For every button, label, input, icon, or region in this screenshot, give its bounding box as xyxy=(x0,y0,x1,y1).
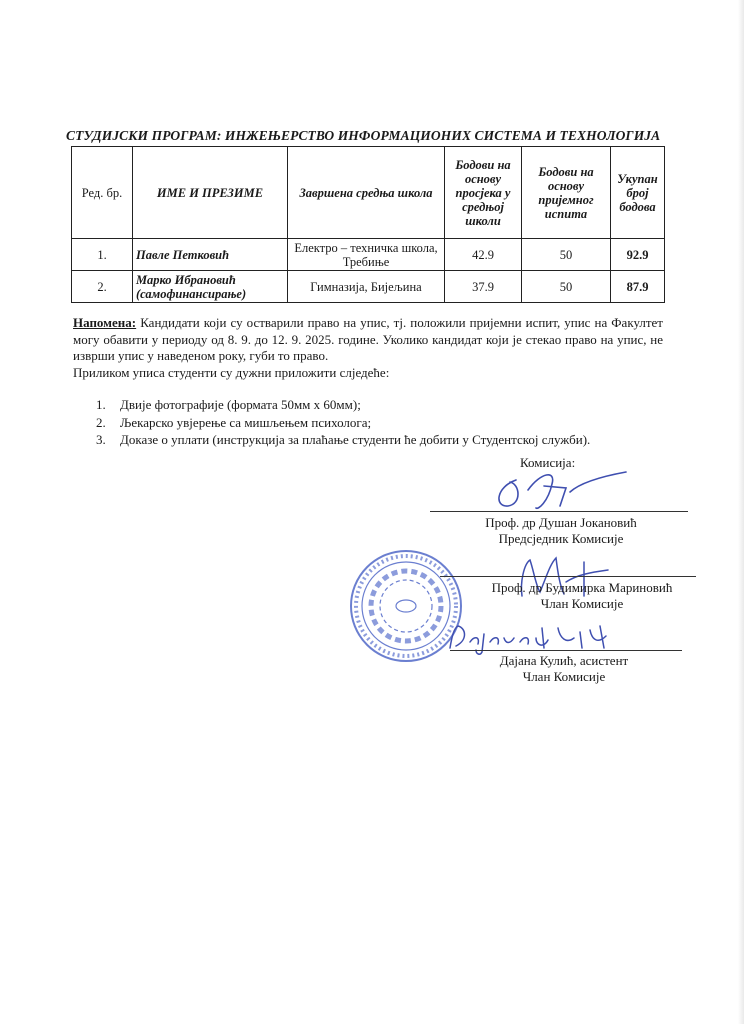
student-name: Павле Петковић xyxy=(133,239,288,271)
committee-member xyxy=(452,653,676,685)
list-item xyxy=(96,431,590,449)
header-exam-points: Бодови на основу пријемног испита xyxy=(522,147,611,239)
note-intro: Приликом уписа студенти су дужни приложити слједеће: xyxy=(73,364,390,380)
signature-line xyxy=(450,650,682,651)
item-number: 2. xyxy=(96,414,106,430)
scan-edge xyxy=(738,0,744,1024)
row-number: 1. xyxy=(72,239,133,271)
signature-kulic xyxy=(440,618,640,658)
item-text: Љекарско увјерење са мишљењем психолога; xyxy=(120,414,372,430)
signature-line xyxy=(430,511,688,512)
committee-heading: Комисија: xyxy=(520,455,576,470)
requirements-list xyxy=(96,396,590,449)
school: Гимназија, Бијељина xyxy=(288,271,445,303)
exam-points: 50 xyxy=(522,271,611,303)
row-number: 2. xyxy=(72,271,133,303)
header-name: ИМЕ И ПРЕЗИМЕ xyxy=(133,147,288,239)
avg-points: 37.9 xyxy=(445,271,522,303)
note-text: Кандидати који су остварили право на упис, тј. положили пријемни испит, упис на Факултет могу обавити у периоду од 8. 9. до 12. 9. 2025. године. Уколико кандидат који је стекао право на упис, не изврши упис у наведеном року, губи то право. xyxy=(73,315,663,363)
member-name: Дајана Кулић, асистент xyxy=(499,653,629,668)
item-number: 1. xyxy=(96,397,106,412)
note-label: Напомена: xyxy=(73,315,137,330)
item-text: Доказе о уплати (инструкција за плаћање студенти ће добити у Студентској служби). xyxy=(120,432,591,447)
item-text: Двије фотографије (формата 50мм x 60мм); xyxy=(120,397,361,412)
results-table xyxy=(71,146,665,303)
table-row xyxy=(72,239,665,271)
total-points: 92.9 xyxy=(611,239,665,271)
header-rank: Ред. бр. xyxy=(72,147,133,239)
list-item xyxy=(96,396,590,414)
member-role: Члан Комисије xyxy=(522,669,606,684)
signature-line xyxy=(440,576,696,577)
total-points: 87.9 xyxy=(611,271,665,303)
committee-member xyxy=(460,580,704,612)
student-name: Марко Ибрановић (самофинансирање) xyxy=(133,271,288,303)
school: Електро – техничка школа, Требиње xyxy=(288,239,445,271)
list-item xyxy=(96,414,590,432)
signature-jokanovic xyxy=(486,462,636,522)
committee-member xyxy=(440,515,682,547)
member-name: Проф. др Душан Јокановић xyxy=(485,515,637,530)
header-avg-points: Бодови на основу просјека у средњој школи xyxy=(445,147,522,239)
program-title: СТУДИЈСКИ ПРОГРАМ: ИНЖЕЊЕРСТВО ИНФОРМАЦИОНИХ СИСТЕМА И ТЕХНОЛОГИЈА xyxy=(66,128,661,143)
table-row xyxy=(72,271,665,303)
member-role: Предсједник Комисије xyxy=(498,531,624,546)
header-school: Завршена средња школа xyxy=(288,147,445,239)
member-name: Проф. др Будимирка Мариновић xyxy=(491,580,673,595)
enrollment-note xyxy=(73,315,663,381)
member-role: Члан Комисије xyxy=(540,596,624,611)
item-number: 3. xyxy=(96,432,106,447)
header-total: Укупан број бодова xyxy=(611,147,665,239)
exam-points: 50 xyxy=(522,239,611,271)
avg-points: 42.9 xyxy=(445,239,522,271)
